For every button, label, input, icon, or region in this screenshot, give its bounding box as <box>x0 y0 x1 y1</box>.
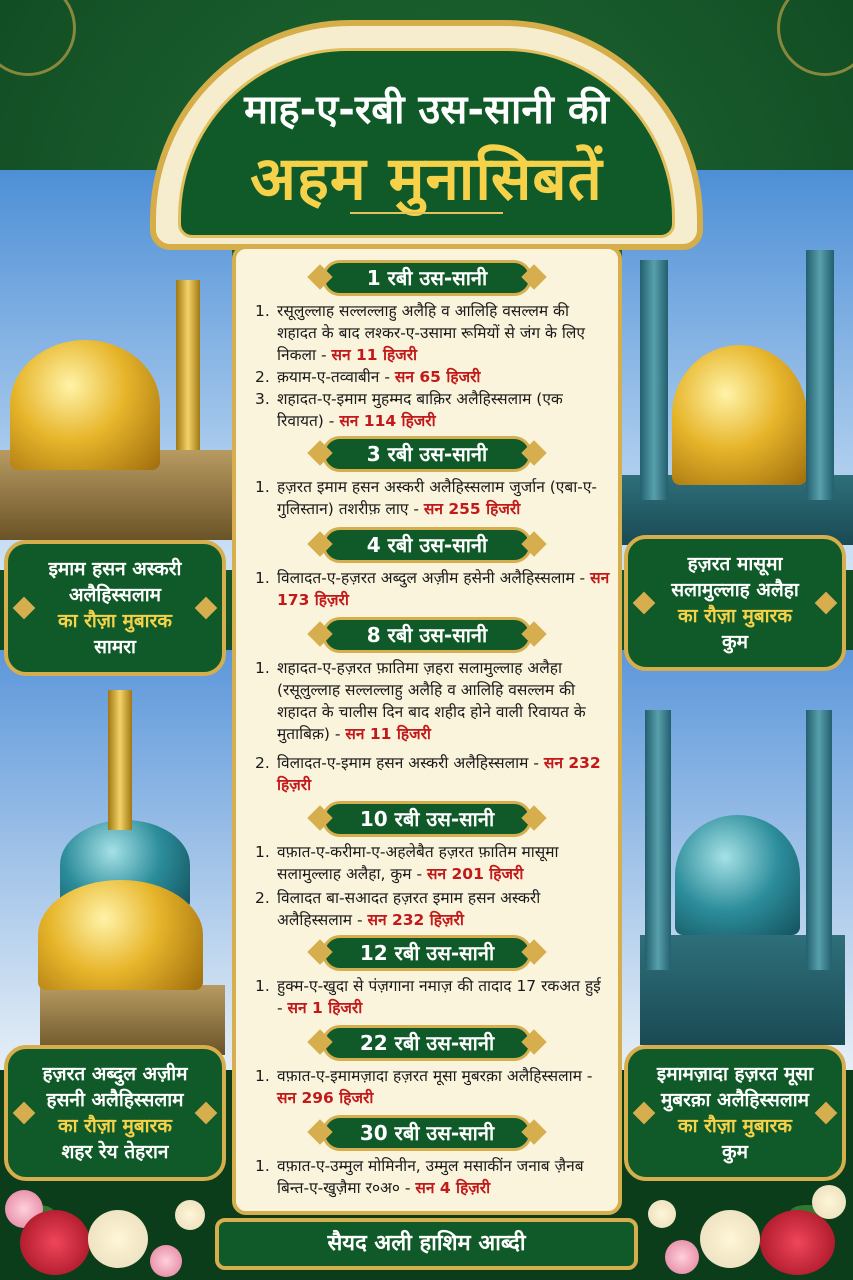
event-item: 3. शहादत-ए-इमाम मुहम्मद बाक़िर अलैहिस्सलाम (एक रिवायत) - सन 114 हिजरी <box>255 390 563 430</box>
star-ornament-icon <box>195 1102 218 1125</box>
section-heading: 4 रबी उस-सानी <box>322 527 532 563</box>
event-item: 1. रसूलुल्लाह सल्लल्लाहु अलैहि व आलिहि वसल्लम की शहादत के बाद लश्कर-ए-उसामा रूमियों से जंग के लिए निकला - सन 11 हिजरी <box>255 302 585 364</box>
minaret <box>176 280 200 450</box>
section-heading: 22 रबी उस-सानी <box>322 1025 532 1061</box>
shrine-label-samarra: इमाम हसन अस्करी अलैहिस्सलाम का रौज़ा मुबारक सामरा <box>4 540 226 676</box>
star-ornament-icon <box>815 592 838 615</box>
minaret <box>645 710 671 970</box>
flower-decoration <box>760 1210 835 1275</box>
golden-dome <box>672 345 807 485</box>
minaret <box>108 690 132 830</box>
flower-decoration <box>150 1245 182 1277</box>
section-heading: 10 रबी उस-सानी <box>322 801 532 837</box>
event-item: 1. वफ़ात-ए-उम्मुल मोमिनीन, उम्मुल मसाकींन जनाब ज़ैनब बिन्त-ए-खुज़ैमा र०अ० - सन 4 हिज़री <box>255 1157 584 1197</box>
title-line-1: माह-ए-रबी उस-सानी की <box>244 87 609 133</box>
title-divider <box>350 212 503 224</box>
event-item: 1. शहादत-ए-हज़रत फ़ातिमा ज़हरा सलामुल्लाह अलैहा (रसूलुल्लाह सल्लल्लाहु अलैहि व आलिहि वसल्लम की शहादत के चालीस दिन बाद शहीद होने वाली रिवायत के मुताबिक़) - सन 11 हिजरी <box>255 659 586 743</box>
flower-decoration <box>88 1210 148 1268</box>
title-line-2: अहम मुनासिबतें <box>250 144 603 214</box>
event-item: 1. वफ़ात-ए-करीमा-ए-अहलेबैत हज़रत फ़ातिम मासूमा सलामुल्लाह अलैहा, कुम - सन 201 हिजरी <box>255 843 559 883</box>
star-ornament-icon <box>815 1102 838 1125</box>
event-item: 2. विलादत-ए-इमाम हसन अस्करी अलैहिस्सलाम - सन 232 हिज़री <box>255 754 601 794</box>
event-item: 1. विलादत-ए-हज़रत अब्दुल अज़ीम हसेनी अलैहिस्सलाम - सन 173 हिज़री <box>255 569 610 609</box>
section-heading: 30 रबी उस-सानी <box>322 1115 532 1151</box>
minaret <box>806 250 834 500</box>
author-credit: सैयद अली हाशिम आब्दी <box>215 1218 638 1270</box>
shrine-label-shahr-rey: हज़रत अब्दुल अज़ीम हसनी अलैहिस्सलाम का रौज़ा मुबारक शहर रेय तेहरान <box>4 1045 226 1181</box>
minaret <box>640 260 668 500</box>
event-item: 1. वफ़ात-ए-इमामज़ादा हज़रत मूसा मुबरक़ा अलैहिस्सलाम - सन 296 हिजरी <box>255 1067 593 1107</box>
event-item: 1. हुक्म-ए-खुदा से पंज़गाना नमाज़ की तादाद 17 रकअत हुई - सन 1 हिजरी <box>255 977 601 1017</box>
golden-dome <box>10 340 160 470</box>
flower-decoration <box>175 1200 205 1230</box>
event-item: 2. विलादत बा-सआदत हज़रत इमाम हसन अस्करी अलैहिस्सलाम - सन 232 हिज़री <box>255 889 541 929</box>
section-heading: 12 रबी उस-सानी <box>322 935 532 971</box>
event-item: 2. क़याम-ए-तव्वाबीन - सन 65 हिजरी <box>255 368 481 386</box>
section-heading: 8 रबी उस-सानी <box>322 617 532 653</box>
shrine-label-qom-musa: इमामज़ादा हज़रत मूसा मुबरक़ा अलैहिस्सलाम का रौज़ा मुबारक कुम <box>624 1045 846 1181</box>
star-ornament-icon <box>195 597 218 620</box>
tiled-dome <box>675 815 800 935</box>
minaret <box>806 710 832 970</box>
flower-decoration <box>700 1210 760 1268</box>
event-item: 1. हज़रत इमाम हसन अस्करी अलैहिस्सलाम जुर्जान (एबा-ए-गुलिस्तान) तशरीफ़ लाए - सन 255 हिजरी <box>255 478 597 518</box>
flower-decoration <box>648 1200 676 1228</box>
flower-decoration <box>20 1210 90 1275</box>
flower-decoration <box>665 1240 699 1274</box>
section-heading: 1 रबी उस-सानी <box>322 260 532 296</box>
section-heading: 3 रबी उस-सानी <box>322 436 532 472</box>
golden-dome <box>38 880 203 990</box>
shrine-label-qom-masuma: हज़रत मासूमा सलामुल्लाह अलैहा का रौज़ा मुबारक कुम <box>624 535 846 671</box>
